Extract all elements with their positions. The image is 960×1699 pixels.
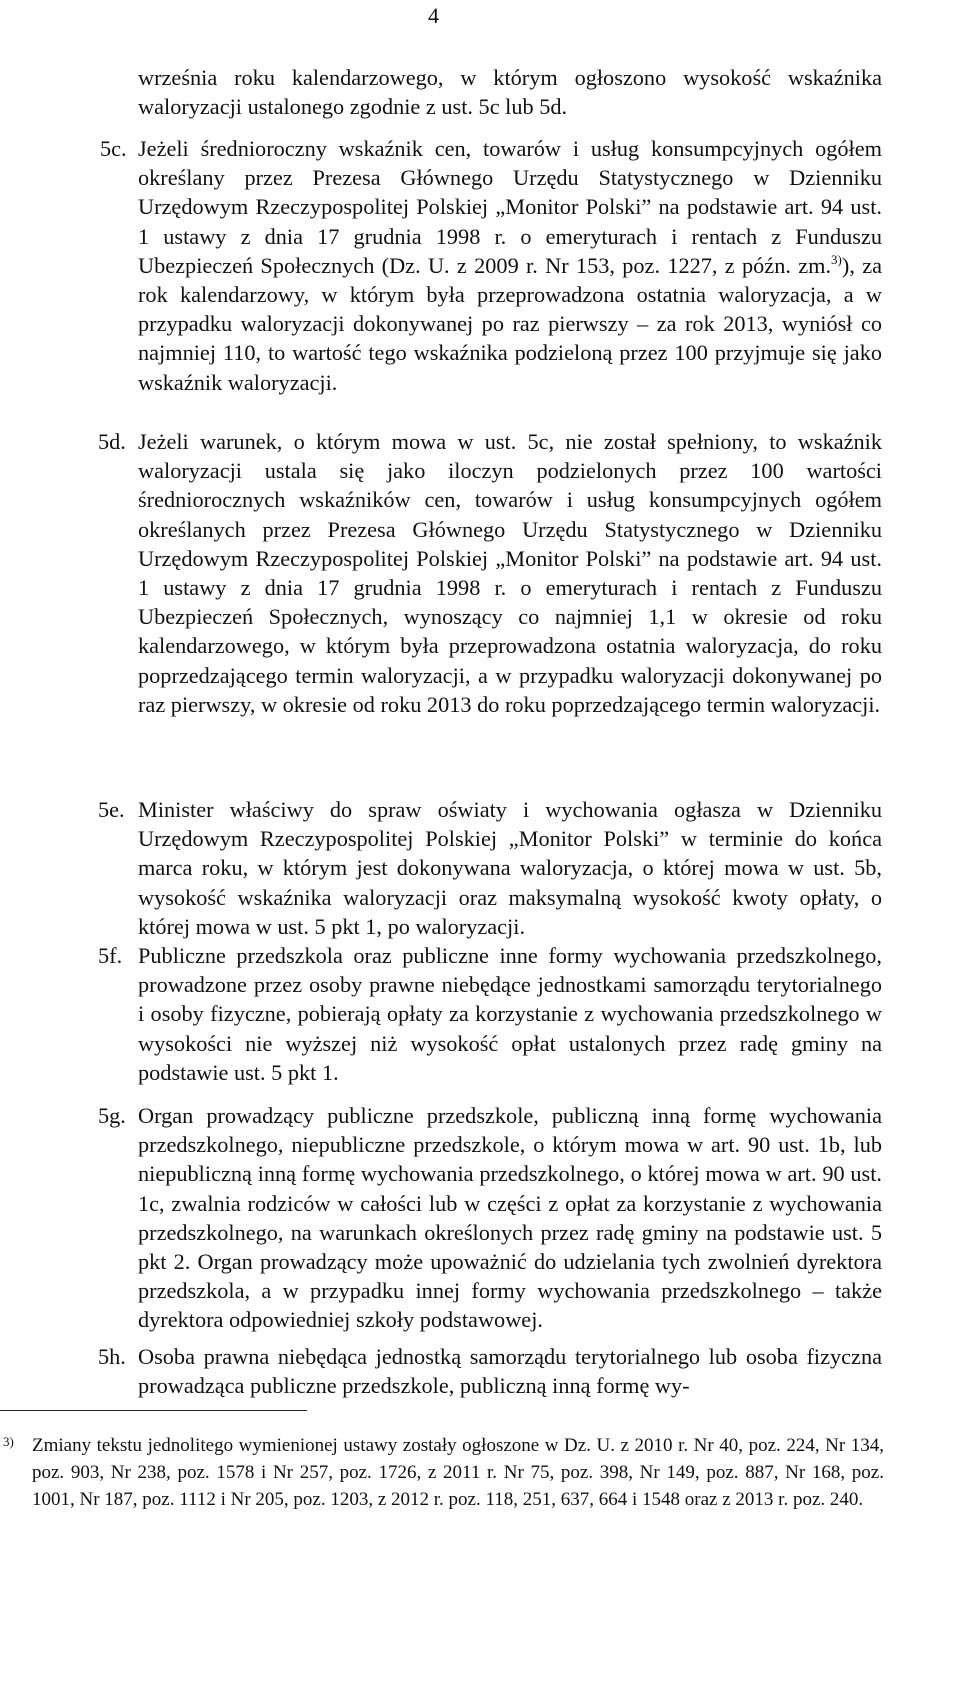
paragraph-text [100, 134, 882, 397]
paragraph-number: 5h. [98, 1344, 126, 1369]
footnote-mark: 3) [3, 1434, 14, 1449]
paragraph-text-part: Osoba prawna niebędąca jednostką samorządu terytorialnego lub osoba fizyczna prowadząca publiczne przedszkole, publiczną inną formę wy- [138, 1344, 882, 1399]
paragraph-number: 5e. [98, 797, 125, 822]
paragraph-text [98, 1342, 882, 1400]
paragraph-text-part: Minister właściwy do spraw oświaty i wychowania ogłasza w Dzienniku Urzędowym Rzeczypospolitej Polskiej „Monitor Polski” w terminie do końca marca roku, w którym jest dokonywana waloryzacja, o której mowa w ust. 5b, wysokość wskaźnika waloryzacji oraz maksymalną wysokość kwoty opłaty, o której mowa w ust. 5 pkt 1, po waloryzacji. [138, 797, 882, 939]
paragraph-5g [98, 1101, 882, 1335]
paragraph-5f [98, 941, 882, 1087]
paragraph-text-part: Organ prowadzący publiczne przedszkole, publiczną inną formę wychowania przedszkolnego, niepubliczne przedszkole, o którym mowa w art. 90 ust. 1b, lub niepubliczną inną formę wychowania przedszkolnego, o której mowa w art. 90 ust. 1c, zwalnia rodziców w całości lub w części z opłat za korzystanie z wychowania przedszkolnego, na warunkach określonych przez radę gminy na podstawie ust. 5 pkt 2. Organ prowadzący może upoważnić do udzielania tych zwolnień dyrektora przedszkola, a w przypadku innej formy wychowania przedszkolnego – także dyrektora odpowiedniej szkoły podstawowej. [138, 1103, 882, 1333]
paragraph-5e [98, 795, 882, 941]
paragraph-number: 5d. [98, 429, 126, 454]
page-number: 4 [428, 3, 439, 28]
paragraph-number: 5c. [100, 136, 127, 161]
footnote-reference[interactable]: 3) [831, 251, 842, 267]
paragraph-text [98, 941, 882, 1087]
paragraph-text [98, 427, 882, 719]
paragraph-text-part: Jeżeli warunek, o którym mowa w ust. 5c, nie został spełniony, to wskaźnik waloryzacji ustala się jako iloczyn podzielonych przez 100 wartości średniorocznych wskaźników cen, towarów i usług konsumpcyjnych ogółem określanych przez Prezesa Głównego Urzędu Statystycznego w Dzienniku Urzędowym Rzeczypospolitej Polskiej „Monitor Polski” na podstawie art. 94 ust. 1 ustawy z dnia 17 grudnia 1998 r. o emeryturach i rentach z Funduszu Ubezpieczeń Społecznych, wynoszący co najmniej 1,1 w okresie od roku kalendarzowego, w którym była przeprowadzona ostatnia waloryzacja, do roku poprzedzającego termin waloryzacji, a w przypadku waloryzacji dokonywanej po raz pierwszy, w okresie od roku 2013 do roku poprzedzającego termin waloryzacji. [138, 429, 882, 717]
footnote-text: Zmiany tekstu jednolitego wymienionej ustawy zostały ogłoszone w Dz. U. z 2010 r. Nr 40, poz. 224, Nr 134, poz. 903, Nr 238, poz. 1578 i Nr 257, poz. 1726, z 2011 r. Nr 75, poz. 398, Nr 149, poz. 887, Nr 168, poz. 1001, Nr 187, poz. 1112 i Nr 205, poz. 1203, z 2012 r. poz. 118, 251, 637, 664 i 1548 oraz z 2013 r. poz. 240. [32, 1435, 884, 1510]
paragraph-5c [100, 134, 882, 397]
paragraph-number: 5f. [98, 943, 123, 968]
paragraph-text-part: Publiczne przedszkola oraz publiczne inne formy wychowania przedszkolnego, prowadzone przez osoby prawne niebędące jednostkami samorządu terytorialnego i osoby fizyczne, pobierają opłaty za korzystanie z wychowania przedszkolnego w wysokości nie wyższej niż wysokość opłat ustalonych przez radę gminy na podstawie ust. 5 pkt 1. [138, 943, 882, 1085]
paragraph-text: września roku kalendarzowego, w którym ogłoszono wysokość wskaźnika waloryzacji ustalonego zgodnie z ust. 5c lub 5d. [138, 65, 882, 120]
paragraph-text-part: Jeżeli średnioroczny wskaźnik cen, towarów i usług konsumpcyjnych ogółem określany przez Prezesa Głównego Urzędu Statystycznego w Dzienniku Urzędowym Rzeczypospolitej Polskiej „Monitor Polski” na podstawie art. 94 ust. 1 ustawy z dnia 17 grudnia 1998 r. o emeryturach i rentach z Funduszu Ubezpieczeń Społecznych (Dz. U. z 2009 r. Nr 153, poz. 1227, z późn. zm. [138, 136, 882, 278]
paragraph-number: 5g. [98, 1103, 126, 1128]
paragraph-5h [98, 1342, 882, 1400]
paragraph-text-part: ), za rok kalendarzowy, w którym była przeprowadzona ostatnia waloryzacja, a w przypadku waloryzacji dokonywanej po raz pierwszy – za rok 2013, wyniósł co najmniej 110, to wartość tego wskaźnika podzieloną przez 100 przyjmuje się jako wskaźnik waloryzacji. [138, 252, 882, 395]
paragraph-text [98, 1101, 882, 1335]
paragraph-5d [98, 427, 882, 719]
footnote-separator [0, 1410, 307, 1411]
paragraph-continuation [138, 63, 882, 121]
paragraph-text [98, 795, 882, 941]
